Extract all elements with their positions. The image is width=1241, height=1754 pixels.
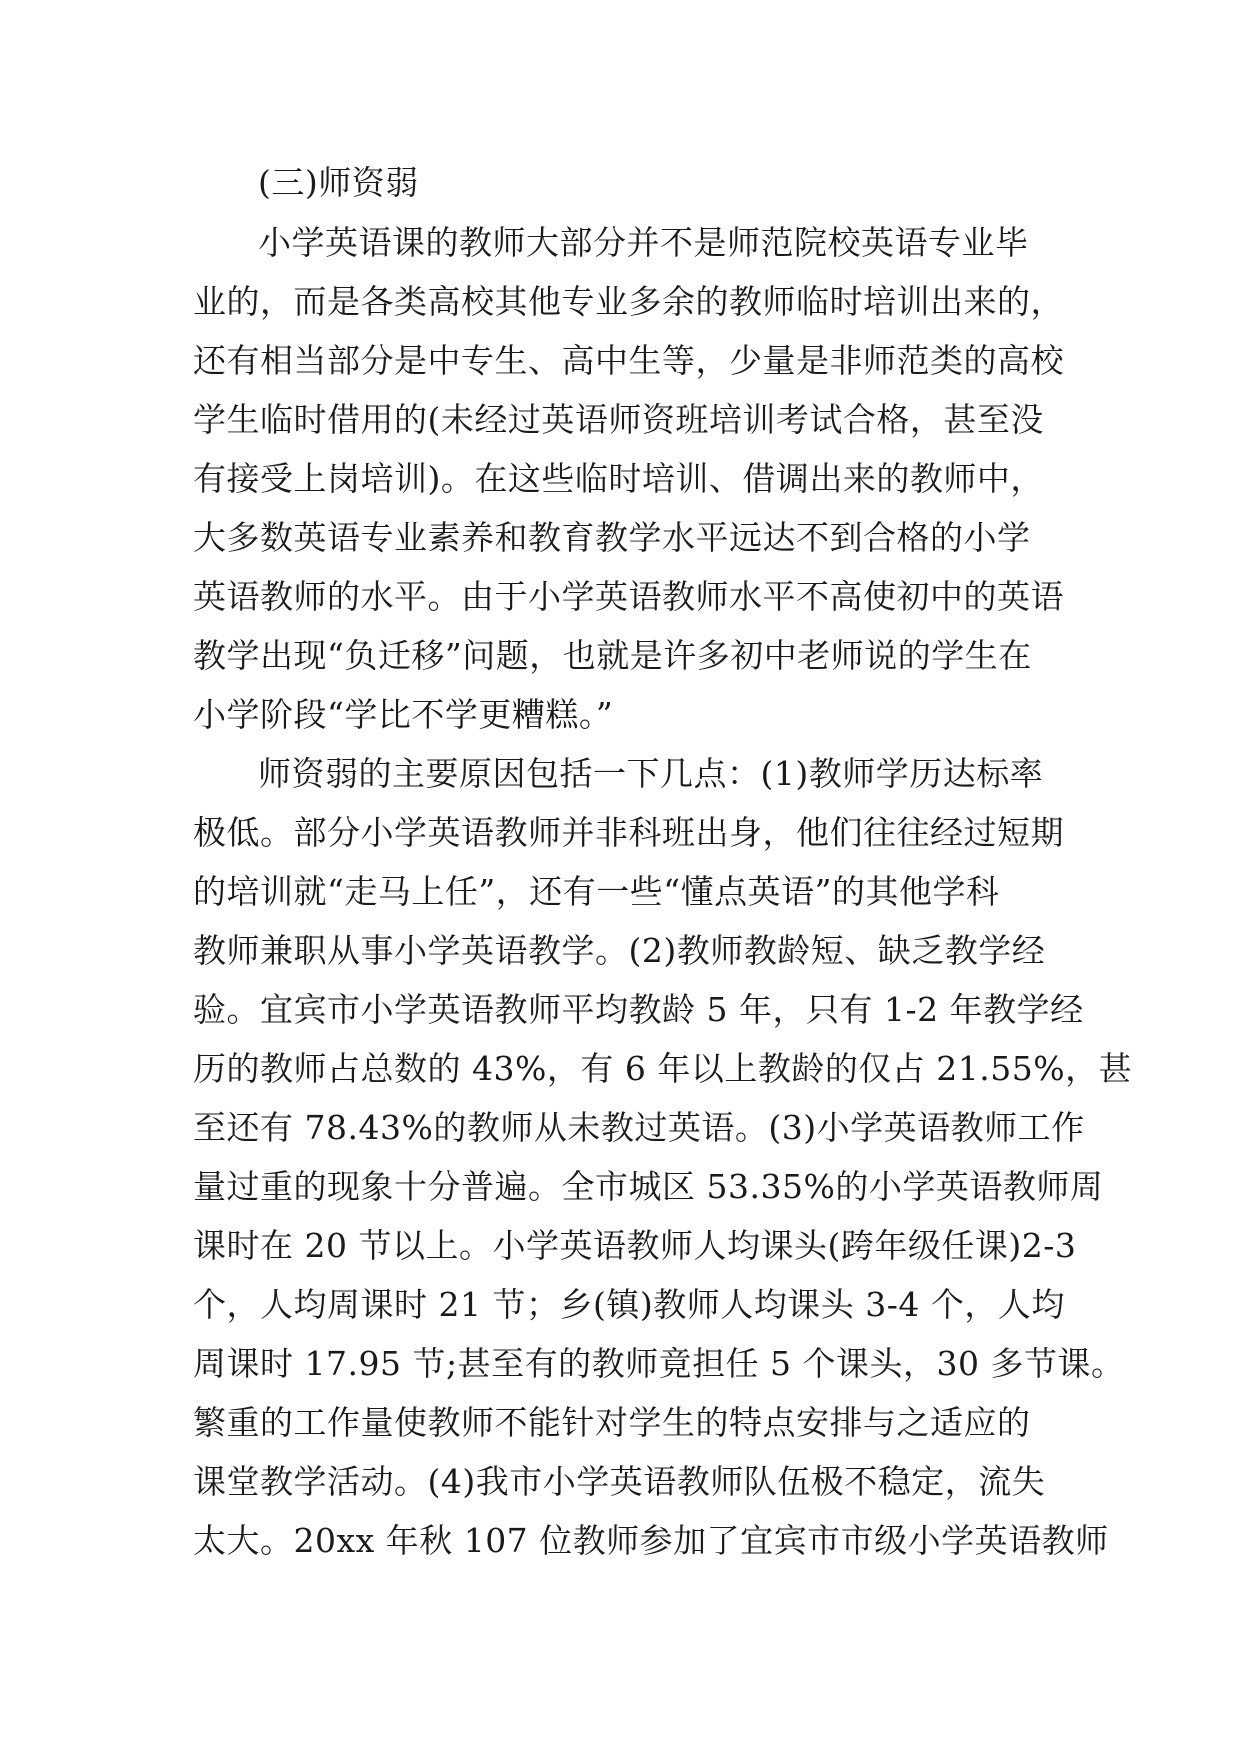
paragraph-line: 至还有 78.43%的教师从未教过英语。(3)小学英语教师工作 [193, 1108, 1085, 1147]
paragraph-line: 业的，而是各类高校其他专业多余的教师临时培训出来的， [193, 282, 1064, 321]
paragraph-line: 繁重的工作量使教师不能针对学生的特点安排与之适应的 [193, 1403, 1031, 1442]
paragraph-line: 英语教师的水平。由于小学英语教师水平不高使初中的英语 [193, 577, 1064, 616]
paragraph-line: 小学英语课的教师大部分并不是师范院校英语专业毕 [258, 223, 1029, 262]
paragraph-line: 大多数英语专业素养和教育教学水平远达不到合格的小学 [193, 518, 1031, 557]
paragraph-line: 师资弱的主要原因包括一下几点：(1)教师学历达标率 [258, 754, 1044, 793]
paragraph-line: 还有相当部分是中专生、高中生等，少量是非师范类的高校 [193, 341, 1064, 380]
paragraph-line: 太大。20xx 年秋 107 位教师参加了宜宾市市级小学英语教师 [193, 1521, 1109, 1560]
paragraph-line: 教师兼职从事小学英语教学。(2)教师教龄短、缺乏教学经 [193, 931, 1046, 970]
paragraph-line: 学生临时借用的(未经过英语师资班培训考试合格，甚至没 [193, 400, 1044, 439]
paragraph-line: 极低。部分小学英语教师并非科班出身，他们往往经过短期 [193, 813, 1064, 852]
paragraph-line: 个，人均周课时 21 节；乡(镇)教师人均课头 3-4 个，人均 [193, 1285, 1065, 1324]
paragraph-line: 课堂教学活动。(4)我市小学英语教师队伍极不稳定，流失 [193, 1462, 1046, 1501]
paragraph-line: 有接受上岗培训)。在这些临时培训、借调出来的教师中， [193, 459, 1044, 498]
paragraph-line: 历的教师占总数的 43%，有 6 年以上教龄的仅占 21.55%，甚 [193, 1049, 1133, 1088]
paragraph-line: 周课时 17.95 节;甚至有的教师竟担任 5 个课头，30 多节课。 [193, 1344, 1125, 1383]
paragraph-line: 课时在 20 节以上。小学英语教师人均课头(跨年级任课)2-3 [193, 1226, 1077, 1265]
paragraph-line: 教学出现“负迁移”问题，也就是许多初中老师说的学生在 [193, 636, 1032, 675]
paragraph-line: 的培训就“走马上任”，还有一些“懂点英语”的其他学科 [193, 872, 1000, 911]
section-heading: (三)师资弱 [258, 163, 419, 202]
paragraph-line: 验。宜宾市小学英语教师平均教龄 5 年，只有 1-2 年教学经 [193, 990, 1084, 1029]
paragraph-line: 小学阶段“学比不学更糟糕。” [193, 695, 614, 734]
paragraph-line: 量过重的现象十分普遍。全市城区 53.35%的小学英语教师周 [193, 1167, 1104, 1206]
